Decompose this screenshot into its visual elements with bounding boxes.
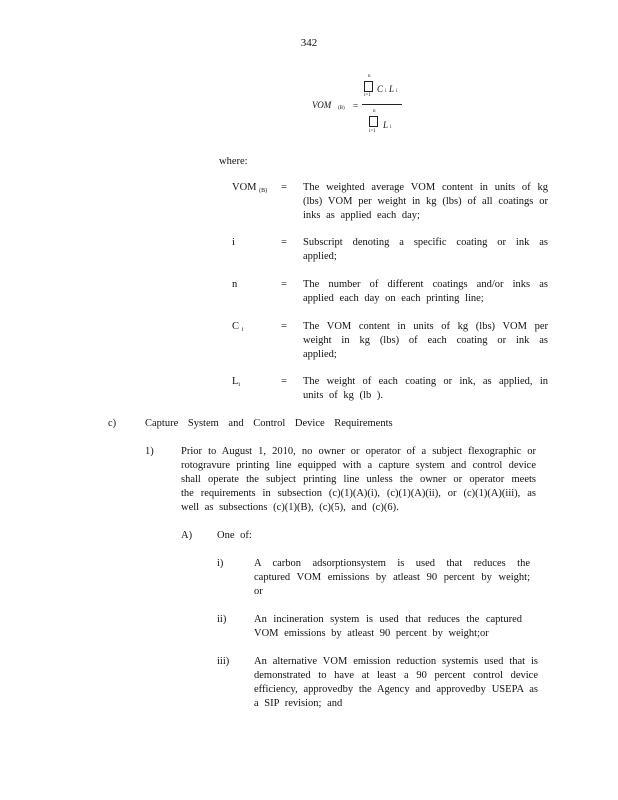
definition-term: n: [232, 279, 238, 290]
formula-num-lower: i=1: [364, 93, 371, 98]
formula-den-lower: i=1: [369, 129, 376, 134]
page-number: 342: [300, 37, 318, 49]
definition-equals: =: [281, 376, 287, 387]
formula: [0, 0, 618, 150]
summation-icon: [364, 81, 373, 92]
subitem-text: An incineration system is used that reduces the captured VOM emissions by atleast 90 percent by weight;or: [254, 614, 522, 639]
definition-text: The VOM content in units of kg (lbs) VOM per weight in kg (lbs) of each coating or ink as applied;: [303, 321, 548, 360]
item-a-text: One of:: [217, 530, 252, 541]
formula-lhs-sub: (B): [338, 106, 345, 111]
item-1-text: Prior to August 1, 2010, no owner or operator of a subject flexographic or rotogravure printing line equipped with a capture system and control device shall operate the subject printing line unless the owner or operator meets the requirements in subsection (c)(1)(A)(i), (c)(1)(A)(ii), or (c)(1)(A)(iii), as well as subsections (c)(1)(B), (c)(5), and (c)(6).: [181, 446, 536, 513]
definition-term: i: [232, 237, 235, 248]
section-c-label: c): [108, 418, 117, 429]
definition-text: The weighted average VOM content in units of kg (lbs) VOM per weight in kg (lbs) of all coatings or inks as applied each day;: [303, 182, 548, 221]
item-1-label: 1): [145, 446, 154, 457]
definition-equals: =: [281, 237, 287, 248]
section-c-title: Capture System and Control Device Requirements: [145, 418, 393, 429]
subitem-text: An alternative VOM emission reduction systemis used that is demonstrated to have at least a 90 percent control device efficiency, approvedby the Agency and approvedby USEPA as a SIP revision; and: [254, 656, 538, 709]
definition-equals: =: [281, 279, 287, 290]
definition-text: The weight of each coating or ink, as applied, in units of kg (lb ).: [303, 376, 548, 401]
subitem-label: iii): [217, 656, 230, 667]
formula-den-l: L: [383, 120, 389, 130]
subitem-text: A carbon adsorptionsystem is used that reduces the captured VOM emissions by atleast 90 percent by weight; or: [254, 558, 530, 597]
definition-term: $L_i$: [232, 376, 241, 388]
formula-den-l-sub: i: [390, 125, 392, 130]
definition-term: VOM $_{(B)}$: [232, 182, 268, 194]
where-label: where:: [219, 156, 248, 167]
definition-text: Subscript denoting a specific coating or ink as applied;: [303, 237, 548, 262]
formula-num-l-sub: i: [396, 89, 398, 94]
formula-equals: =: [353, 101, 359, 111]
formula-num-l: L: [389, 84, 395, 94]
summation-icon: [369, 116, 378, 127]
formula-num-upper: n: [368, 74, 371, 79]
item-a-label: A): [181, 530, 193, 541]
formula-lhs: VOM: [312, 100, 332, 110]
definition-equals: =: [281, 321, 287, 332]
definition-text: The number of different coatings and/or inks as applied each day on each printing line;: [303, 279, 548, 304]
subitem-label: i): [217, 558, 224, 569]
definition-equals: =: [281, 182, 287, 193]
definition-term: C $_i$: [232, 321, 244, 333]
fraction-line: [362, 104, 402, 105]
subitem-label: ii): [217, 614, 227, 625]
formula-num-c: C: [377, 84, 384, 94]
formula-num-c-sub: i: [385, 89, 387, 94]
formula-den-upper: n: [373, 109, 376, 114]
